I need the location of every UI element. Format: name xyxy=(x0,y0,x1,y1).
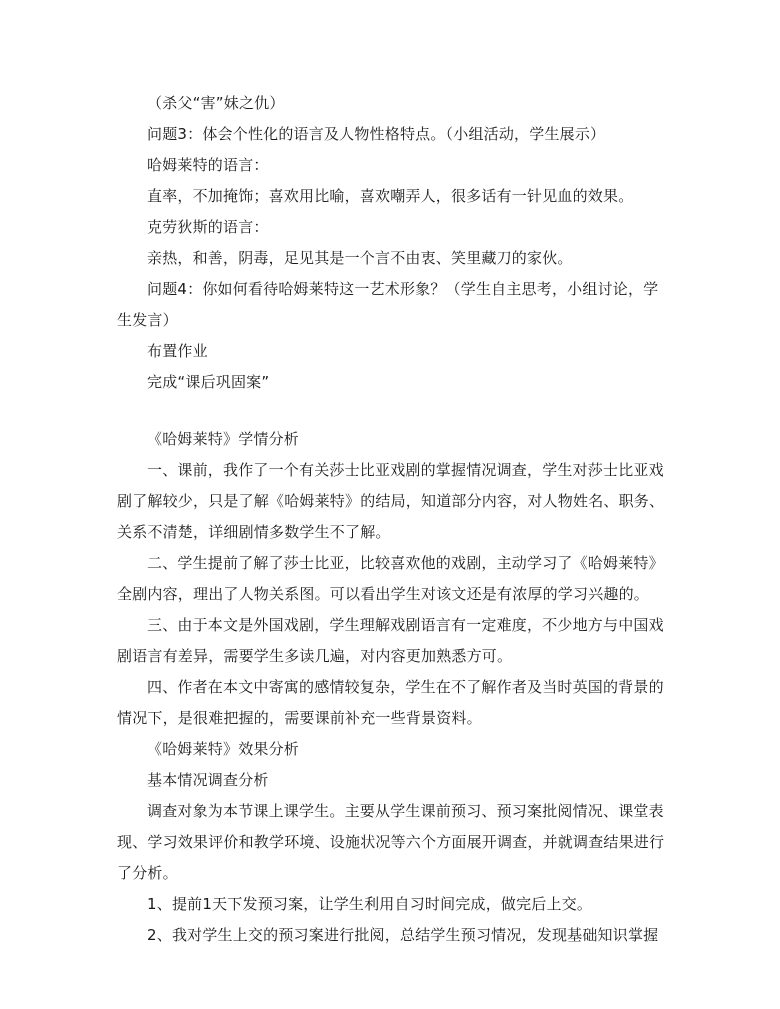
text-line: 情况下，是很难把握的，需要课前补充一些背景资料。 xyxy=(117,709,482,727)
text-line: 了分析。 xyxy=(117,864,178,882)
text-line: 全剧内容，理出了人物关系图。可以看出学生对该文还是有浓厚的学习兴趣的。 xyxy=(117,585,650,603)
question-4-line: 问题4：你如何看待哈姆莱特这一艺术形象？（学生自主思考，小组讨论，学 xyxy=(147,280,659,298)
text-line: 现、学习效果评价和教学环境、设施状况等六个方面展开调查，并就调查结果进行 xyxy=(117,833,665,851)
text-line: 调查对象为本节课上课学生。主要从学生课前预习、预习案批阅情况、课堂表 xyxy=(147,802,664,820)
text-line: 亲热，和善，阴毒，足见其是一个言不由衷、笑里藏刀的家伙。 xyxy=(147,249,573,267)
text-line: 三、由于本文是外国戏剧，学生理解戏剧语言有一定难度，不少地方与中国戏 xyxy=(147,616,664,634)
list-item: 1、提前1天下发预习案，让学生利用自习时间完成，做完后上交。 xyxy=(147,895,593,913)
section-title-learning-analysis: 《哈姆莱特》学情分析 xyxy=(147,430,300,448)
question-3-line: 问题3：体会个性化的语言及人物性格特点。（小组活动，学生展示） xyxy=(147,125,606,143)
text-line: 生发言） xyxy=(117,311,178,329)
text-line: 一、课前，我作了一个有关莎士比亚戏剧的掌握情况调查，学生对莎士比亚戏 xyxy=(147,461,664,479)
text-line: 关系不清楚，详细剧情多数学生不了解。 xyxy=(117,523,391,541)
text-line: 克劳狄斯的语言： xyxy=(147,218,269,236)
text-line: 完成“课后巩固案” xyxy=(147,373,270,391)
text-line: 哈姆莱特的语言： xyxy=(147,156,269,174)
text-line: 二、学生提前了解了莎士比亚，比较喜欢他的戏剧，主动学习了《哈姆莱特》 xyxy=(147,554,664,572)
text-line: 直率，不加掩饰；喜欢用比喻，喜欢嘲弄人，很多话有一针见血的效果。 xyxy=(147,187,634,205)
list-item: 2、我对学生上交的预习案进行批阅，总结学生预习情况，发现基础知识掌握 xyxy=(147,926,659,944)
text-line: （杀父“害”妹之仇） xyxy=(147,94,285,112)
section-title-effect-analysis: 《哈姆莱特》效果分析 xyxy=(147,740,300,758)
text-line: 剧语言有差异，需要学生多读几遍，对内容更加熟悉方可。 xyxy=(117,647,513,665)
section-heading: 布置作业 xyxy=(147,342,208,360)
section-heading: 基本情况调查分析 xyxy=(147,771,269,789)
text-line: 四、作者在本文中寄寓的感情较复杂，学生在不了解作者及当时英国的背景的 xyxy=(147,678,664,696)
text-line: 剧了解较少，只是了解《哈姆莱特》的结局，知道部分内容，对人物姓名、职务、 xyxy=(117,492,665,510)
